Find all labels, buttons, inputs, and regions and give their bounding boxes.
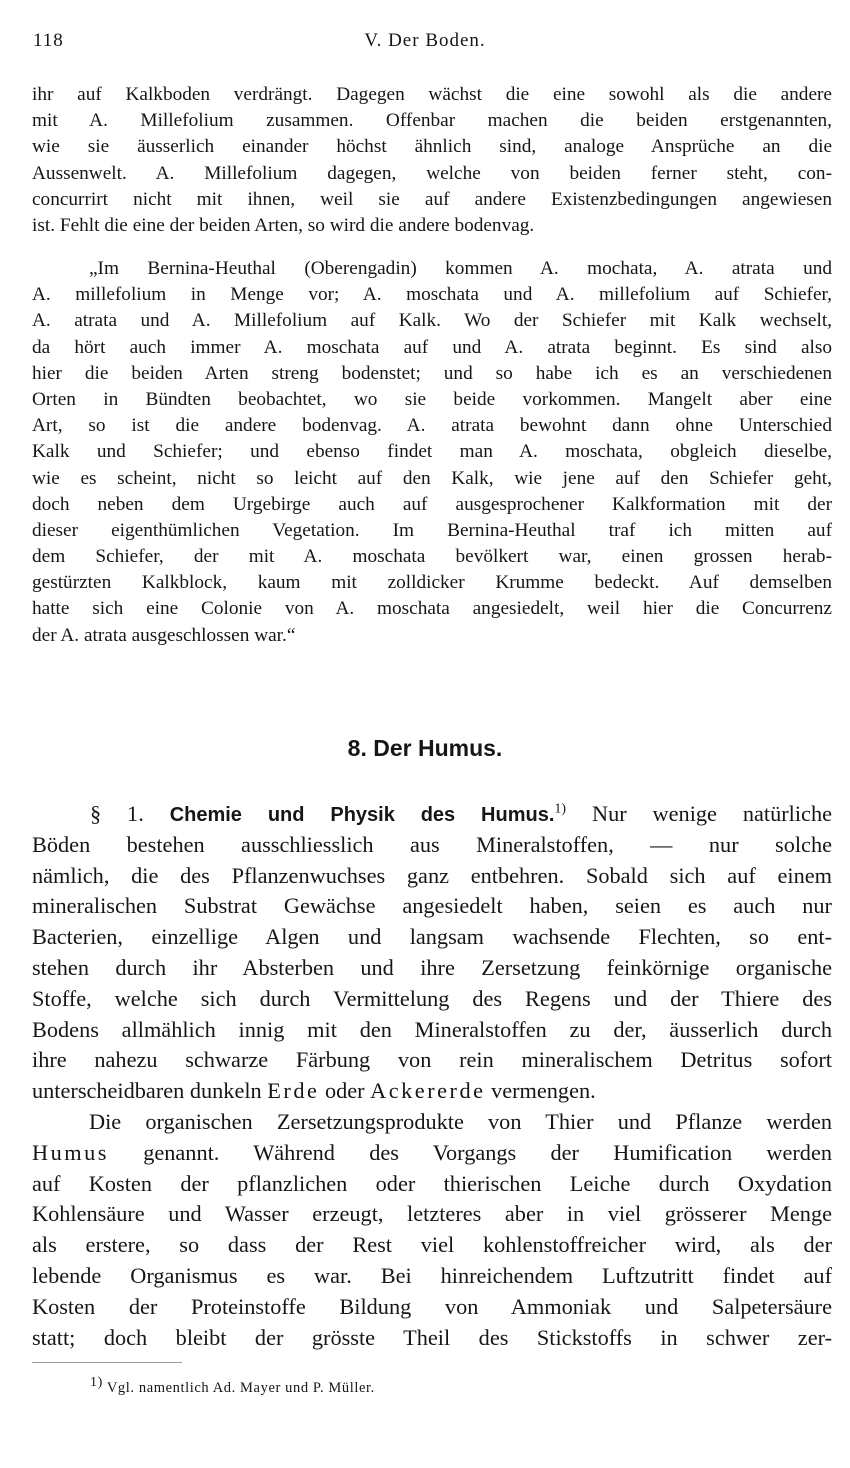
body-paragraph <box>32 799 832 1353</box>
text-line: da hört auch immer A. moschata auf und A. atrata beginnt. Es sind also <box>32 336 832 358</box>
emphasized-term: Erde <box>267 1078 320 1104</box>
text-line: statt; doch bleibt der grösste Theil des Stickstoffs in schwer zer- <box>32 1324 832 1350</box>
text-line: dem Schiefer, der mit A. moschata bevölkert war, einen grossen herab- <box>32 546 832 568</box>
text-line: als erstere, so dass der Rest viel kohlenstoffreicher wird, als der <box>32 1232 832 1258</box>
emphasized-term: Ackererde <box>370 1078 486 1104</box>
section-title: 8. Der Humus. <box>347 735 503 761</box>
page-number: 118 <box>33 30 64 51</box>
quotation-paragraph <box>32 256 832 649</box>
text-line: stehen durch ihr Absterben und ihre Zersetzung feinkörnige organische <box>32 954 832 980</box>
text-line: „Im Bernina-Heuthal (Oberengadin) kommen A. mochata, A. atrata und <box>89 258 832 279</box>
text-line: Böden bestehen ausschliesslich aus Mineralstoffen, — nur solche <box>32 831 832 857</box>
text-line: dieser eigenthümlichen Vegetation. Im Bernina-Heuthal traf ich mitten auf <box>32 519 832 541</box>
text-fragment: vermengen. <box>491 1078 596 1104</box>
text-line: lebende Organismus es war. Bei hinreichendem Luftzutritt findet auf <box>32 1262 832 1288</box>
text-line: Bodens allmählich innig mit den Mineralstoffen zu der, äusserlich durch <box>32 1016 832 1042</box>
text-line: Die organischen Zersetzungsprodukte von Thier und Pflanze werden <box>89 1108 832 1134</box>
text-line: hier die beiden Arten streng bodenstet; und so habe ich es an verschiedenen <box>32 362 832 384</box>
text-fragment: genannt. Während des Vorgangs der Humification werden <box>143 1139 832 1165</box>
subsection-title: Chemie und Physik des Humus. <box>169 804 555 826</box>
text-line: Kosten der Proteinstoffe Bildung von Ammoniak und Salpetersäure <box>32 1293 832 1319</box>
text-line <box>32 1076 832 1107</box>
text-line: Orten in Bündten beobachtet, wo sie beide vorkommen. Mangelt aber eine <box>32 388 832 410</box>
text-line: wie sie äusserlich einander höchst ähnlich sind, analoge Ansprüche an die <box>32 136 832 158</box>
text-line-rest: Nur wenige natürliche <box>591 801 832 826</box>
text-line: wie es scheint, nicht so leicht auf den Kalk, wie jene auf den Schiefer geht, <box>32 467 832 489</box>
footnote-marker: 1) <box>554 801 567 817</box>
text-line: Art, so ist die andere bodenvag. A. atrata bewohnt dann ohne Unterschied <box>32 415 832 437</box>
text-line: der A. atrata ausgeschlossen war.“ <box>32 624 296 646</box>
text-line: Kalk und Schiefer; und ebenso findet man A. moschata, obgleich dieselbe, <box>32 441 832 463</box>
emphasized-term: Humus <box>32 1139 109 1165</box>
text-fragment: oder <box>324 1078 365 1104</box>
running-title: V. Der Boden. <box>364 30 486 51</box>
footnote-text: Vgl. namentlich Ad. Mayer und P. Müller. <box>106 1380 375 1396</box>
text-line: hatte sich eine Colonie von A. moschata angesiedelt, weil hier die Concurrenz <box>32 598 832 620</box>
text-line: gestürzten Kalkblock, kaum mit zolldicker Krumme bedeckt. Auf demselben <box>32 572 832 594</box>
text-fragment: unterscheidbaren dunkeln <box>32 1078 262 1104</box>
footnote <box>90 1375 375 1397</box>
text-line: ist. Fehlt die eine der beiden Arten, so wird die andere bodenvag. <box>32 214 535 236</box>
text-line: Aussenwelt. A. Millefolium dagegen, welche von beiden ferner steht, con- <box>32 162 832 184</box>
footnote-marker: 1) <box>90 1375 103 1391</box>
text-line: nämlich, die des Pflanzenwuchses ganz entbehren. Sobald sich auf einem <box>32 862 832 888</box>
text-line: ihr auf Kalkboden verdrängt. Dagegen wächst die eine sowohl als die andere <box>32 84 832 105</box>
text-line: Kohlensäure und Wasser erzeugt, letzteres aber in viel grösserer Menge <box>32 1201 832 1227</box>
text-line: ihre nahezu schwarze Färbung von rein mineralischem Detritus sofort <box>32 1047 832 1073</box>
text-line: concurrirt nicht mit ihnen, weil sie auf andere Existenzbedingungen angewiesen <box>32 188 832 210</box>
text-line: auf Kosten der pflanzlichen oder thierischen Leiche durch Oxydation <box>32 1170 832 1196</box>
text-line: Bacterien, einzellige Algen und langsam wachsende Flechten, so ent- <box>32 924 832 950</box>
paragraph-continuation <box>32 82 832 239</box>
footnote-divider <box>32 1362 182 1363</box>
text-line: doch neben dem Urgebirge auch auf ausgesprochener Kalkformation mit der <box>32 493 832 515</box>
text-line: mineralischen Substrat Gewächse angesiedelt haben, seien es auch nur <box>32 893 832 919</box>
text-line: Stoffe, welche sich durch Vermittelung des Regens und der Thiere des <box>32 985 832 1011</box>
text-line: A. atrata und A. Millefolium auf Kalk. Wo der Schiefer mit Kalk wechselt, <box>32 310 832 332</box>
text-line: mit A. Millefolium zusammen. Offenbar machen die beiden erstgenannten, <box>32 110 832 132</box>
subsection-heading-line <box>32 799 832 830</box>
text-line: A. millefolium in Menge vor; A. moschata und A. millefolium auf Schiefer, <box>32 284 832 306</box>
subsection-number: § 1. <box>90 801 144 826</box>
text-line <box>32 1138 832 1169</box>
